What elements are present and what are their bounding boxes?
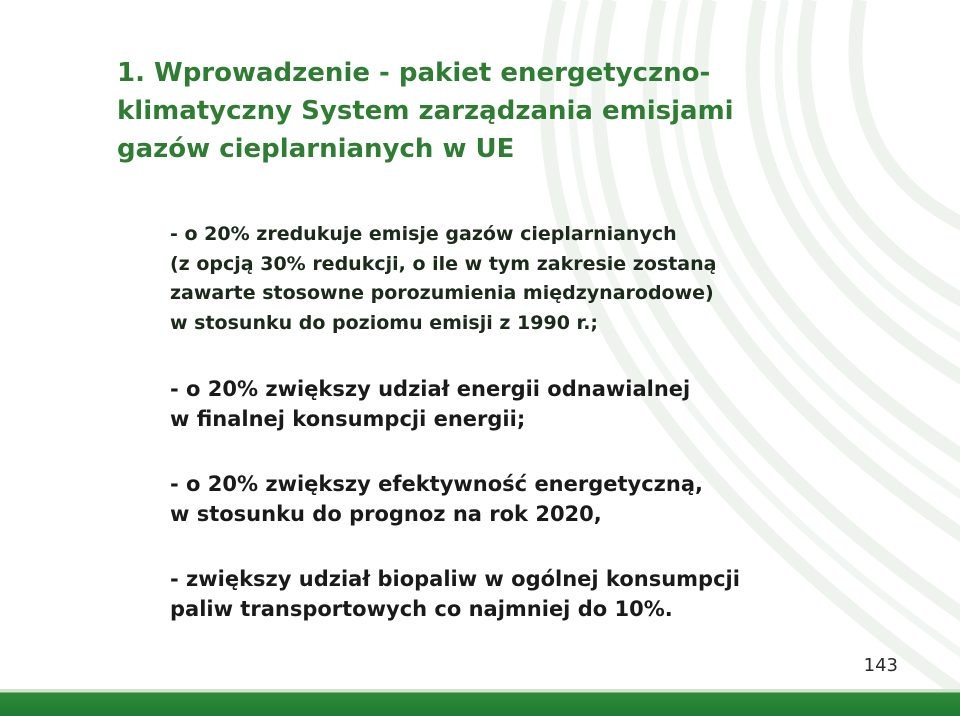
page-number: 143 xyxy=(863,655,898,676)
list-item: - o 20% zwiększy udział energii odnawialnej w finalnej konsumpcji energii; xyxy=(170,377,691,431)
slide-body xyxy=(170,220,930,624)
slide-title: 1. Wprowadzenie - pakiet energetyczno- klimatyczny System zarządzania emisjami gazów cieplarnianych w UE xyxy=(117,58,734,164)
list-item: - zwiększy udział biopaliw w ogólnej konsumpcji paliw transportowych co najmniej do 10%. xyxy=(170,567,740,621)
footer-bar xyxy=(0,689,960,716)
list-item: - o 20% zredukuje emisje gazów cieplarnianych (z opcją 30% redukcji, o ile w tym zakresie zostaną zawarte stosowne porozumienia międzynarodowe) w stosunku do poziomu emisji z 1990 r.; xyxy=(170,223,717,334)
list-item: - o 20% zwiększy efektywność energetyczną, w stosunku do prognoz na rok 2020, xyxy=(170,472,704,526)
